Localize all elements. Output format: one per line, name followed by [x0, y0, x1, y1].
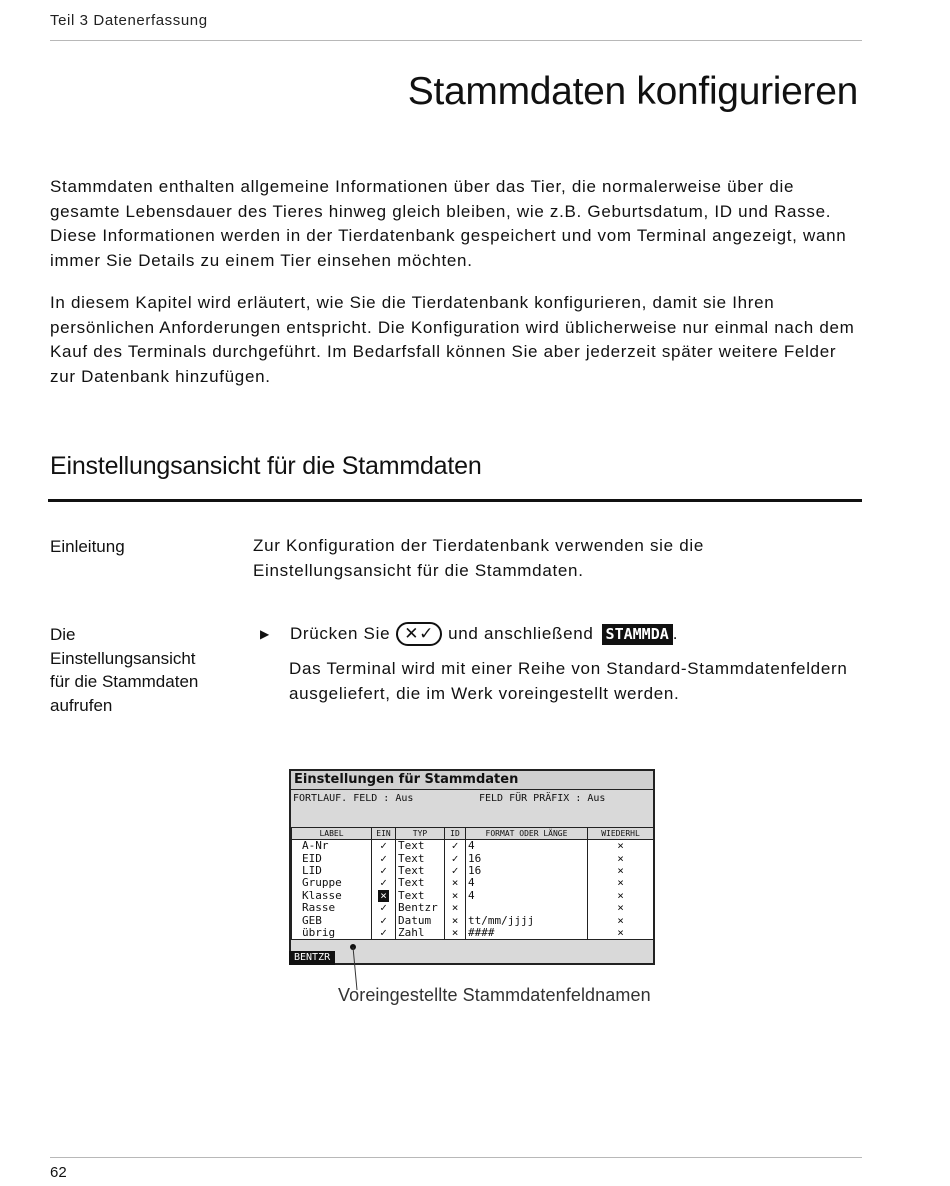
- row-wiederhl[interactable]: ×: [588, 840, 654, 853]
- row-typ[interactable]: Text: [396, 852, 445, 864]
- step-middle: und anschließend: [448, 624, 594, 643]
- row-label: GEB: [292, 914, 372, 926]
- page-title: Stammdaten konfigurieren: [407, 70, 858, 113]
- selected-cell-cursor[interactable]: ×: [380, 889, 387, 902]
- stammda-softkey: STAMMDA: [602, 624, 673, 645]
- intro-paragraph-2: In diesem Kapitel wird erläutert, wie Sie die Tierdatenbank konfigurieren, damit sie Ihren persönlichen Anforderungen entspricht. Die Konfiguration wird üblicherweise nur einmal nach dem Kauf des Terminals durchgeführt. Im Bedarfsfall können Sie aber jederzeit später weitere Felder zur Datenbank hinzufügen.: [50, 293, 855, 386]
- row-label: A-Nr: [292, 840, 372, 853]
- row-typ[interactable]: Text: [396, 890, 445, 902]
- table-row[interactable]: [292, 840, 654, 853]
- row-wiederhl[interactable]: ×: [588, 890, 654, 902]
- row-ein[interactable]: ✓: [372, 927, 396, 940]
- row-ein[interactable]: ✓: [372, 840, 396, 853]
- table-row[interactable]: [292, 902, 654, 914]
- row-id[interactable]: ×: [445, 927, 466, 940]
- row-wiederhl[interactable]: ×: [588, 902, 654, 914]
- table-row[interactable]: [292, 890, 654, 902]
- row-label: übrig: [292, 927, 372, 940]
- fortlauf-feld-setting[interactable]: FORTLAUF. FELD : Aus: [293, 793, 414, 804]
- intro-body: Zur Konfiguration der Tierdatenbank verwenden sie die Einstellungsansicht für die Stammdaten.: [253, 536, 705, 580]
- menu-key-icon: ✕✓: [396, 622, 442, 646]
- row-typ[interactable]: Text: [396, 877, 445, 889]
- running-header: Teil 3 Datenerfassung: [50, 12, 208, 29]
- bullet-triangle-icon: ▶: [260, 627, 270, 641]
- table-row[interactable]: [292, 914, 654, 926]
- row-typ[interactable]: Text: [396, 865, 445, 877]
- row-label: EID: [292, 852, 372, 864]
- row-id[interactable]: ×: [445, 890, 466, 902]
- row-ein[interactable]: ✓: [372, 865, 396, 877]
- terminal-screen: [289, 769, 655, 965]
- row-label: Klasse: [292, 890, 372, 902]
- step-description: Das Terminal wird mit einer Reihe von Standard-Stammdatenfeldern ausgeliefert, die im Werk voreingestellt werden.: [289, 659, 848, 703]
- callout-caption: Voreingestellte Stammdatenfeldnamen: [338, 985, 651, 1005]
- row-ein[interactable]: ✓: [372, 914, 396, 926]
- col-format: FORMAT ODER LÄNGE: [466, 828, 588, 840]
- col-wiederhl: WIEDERHL: [588, 828, 654, 840]
- row-id[interactable]: ✓: [445, 840, 466, 853]
- table-row[interactable]: [292, 852, 654, 864]
- step-instruction: [260, 622, 860, 646]
- row-label: Rasse: [292, 902, 372, 914]
- step-suffix: .: [672, 624, 679, 643]
- row-id[interactable]: ×: [445, 877, 466, 889]
- col-ein: EIN: [372, 828, 396, 840]
- row-label: LID: [292, 865, 372, 877]
- row-ein[interactable]: ✓: [372, 852, 396, 864]
- row-ein-selected[interactable]: [372, 890, 396, 902]
- col-label: LABEL: [292, 828, 372, 840]
- screen-settings-row: [291, 790, 653, 812]
- step-prefix: Drücken Sie: [289, 624, 391, 643]
- row-id[interactable]: ✓: [445, 852, 466, 864]
- row-ein[interactable]: ✓: [372, 902, 396, 914]
- col-typ: TYP: [396, 828, 445, 840]
- page-number: 62: [50, 1164, 67, 1181]
- row-typ[interactable]: Text: [396, 840, 445, 853]
- row-typ[interactable]: Bentzr: [396, 902, 445, 914]
- row-format[interactable]: 16: [466, 852, 588, 864]
- row-format[interactable]: 16: [466, 865, 588, 877]
- intro-paragraph-1: Stammdaten enthalten allgemeine Informationen über das Tier, die normalerweise über die gesamte Lebensdauer des Tieres hinweg gleich bleiben, wie z.B. Geburtsdatum, ID und Rasse. Diese Informationen werden in der Tierdatenbank gespeichert und vom Terminal angezeigt, wann immer Sie Details zu einem Tier einsehen möchten.: [50, 177, 847, 270]
- row-ein[interactable]: ✓: [372, 877, 396, 889]
- section-heading: Einstellungsansicht für die Stammdaten: [50, 452, 482, 480]
- header-rule: [50, 40, 862, 41]
- side-label-intro: Einleitung: [50, 537, 125, 556]
- bentzr-softkey[interactable]: BENTZR: [289, 951, 335, 965]
- row-wiederhl[interactable]: ×: [588, 852, 654, 864]
- row-wiederhl[interactable]: ×: [588, 914, 654, 926]
- row-format[interactable]: ####: [466, 927, 588, 940]
- row-wiederhl[interactable]: ×: [588, 865, 654, 877]
- fields-table-header: [292, 828, 654, 840]
- section-rule: [48, 499, 862, 502]
- row-wiederhl[interactable]: ×: [588, 927, 654, 940]
- screen-title: Einstellungen für Stammdaten: [291, 771, 653, 790]
- row-typ[interactable]: Zahl: [396, 927, 445, 940]
- col-id: ID: [445, 828, 466, 840]
- table-row[interactable]: [292, 865, 654, 877]
- side-label-open-view: Die Einstellungsansicht für die Stammdaten aufrufen: [50, 625, 199, 715]
- praefix-feld-setting[interactable]: FELD FÜR PRÄFIX : Aus: [479, 793, 606, 804]
- row-format[interactable]: 4: [466, 840, 588, 853]
- row-id[interactable]: ✓: [445, 865, 466, 877]
- row-wiederhl[interactable]: ×: [588, 877, 654, 889]
- row-id[interactable]: ×: [445, 902, 466, 914]
- row-typ[interactable]: Datum: [396, 914, 445, 926]
- row-format[interactable]: tt/mm/jjjj: [466, 914, 588, 926]
- fields-table: [291, 827, 654, 940]
- row-format[interactable]: 4: [466, 877, 588, 889]
- row-id[interactable]: ×: [445, 914, 466, 926]
- footer-rule: [50, 1157, 862, 1158]
- row-format[interactable]: 4: [466, 890, 588, 902]
- row-format[interactable]: [466, 902, 588, 914]
- row-label: Gruppe: [292, 877, 372, 889]
- table-row[interactable]: [292, 927, 654, 940]
- table-row[interactable]: [292, 877, 654, 889]
